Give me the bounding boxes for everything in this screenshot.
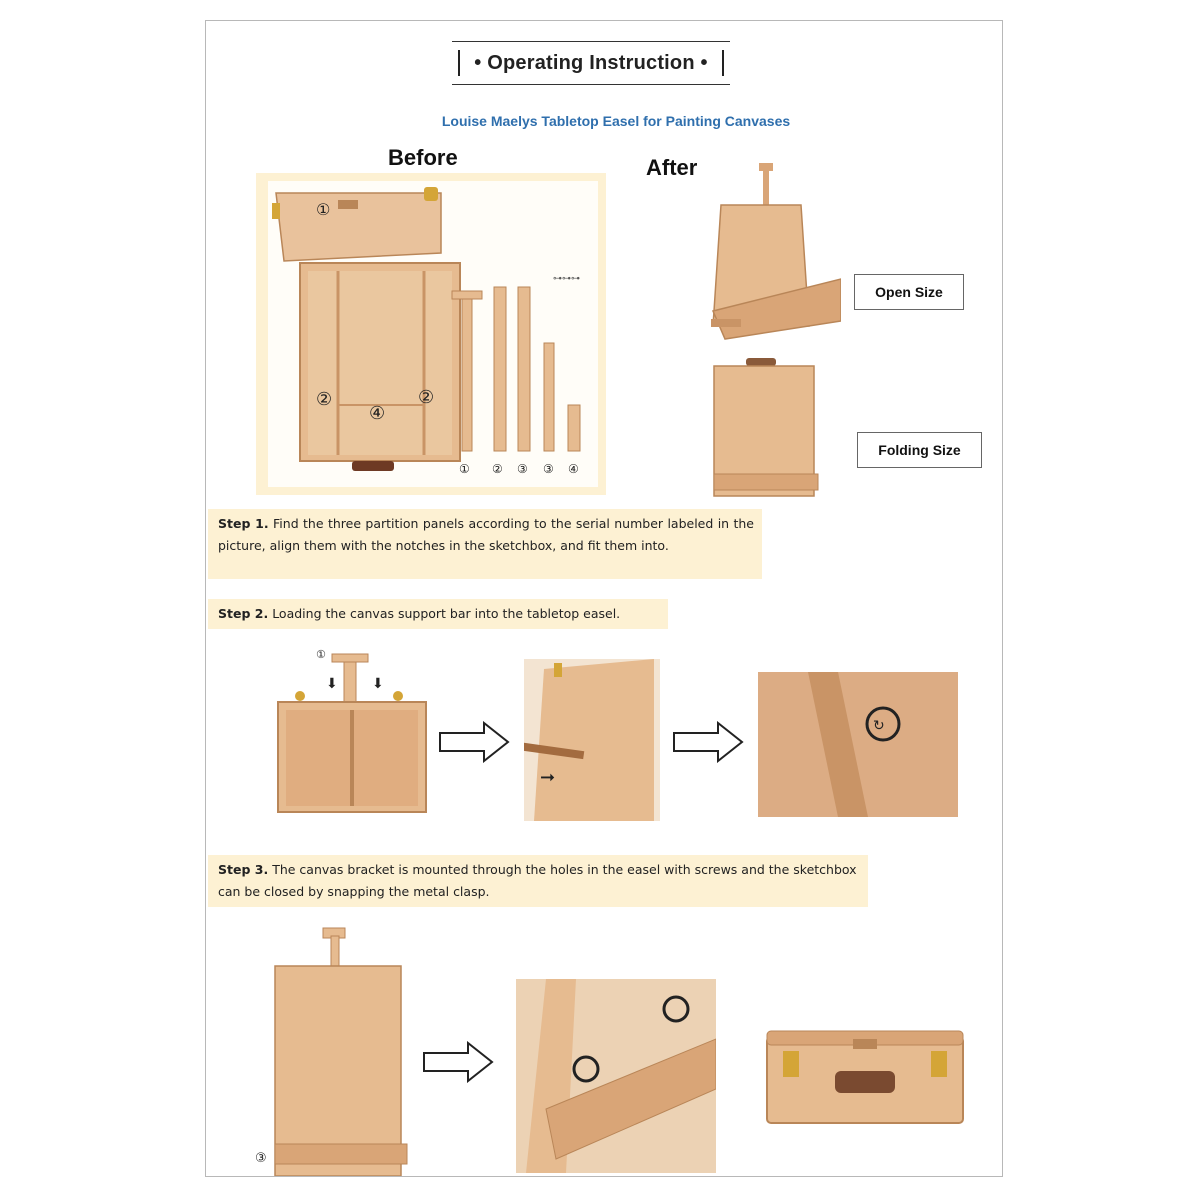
- step-3-screw-illustration: [516, 979, 716, 1173]
- closed-handle: [835, 1071, 895, 1093]
- part-4: [568, 405, 580, 451]
- open-size-label: Open Size: [854, 274, 964, 310]
- part-2: [494, 287, 506, 451]
- part-3: [518, 287, 530, 451]
- step-2-label: Step 2.: [218, 606, 269, 621]
- folded-easel-illustration: [706, 356, 826, 504]
- step-3-label: Step 3.: [218, 862, 269, 877]
- before-panel: [256, 173, 606, 495]
- latch-right: [424, 187, 438, 201]
- latch-left: [272, 203, 280, 219]
- step-2-tighten-illustration: [758, 672, 958, 817]
- step-2-box-illustration: [266, 646, 436, 816]
- arrow-icon-2: [672, 721, 744, 763]
- sketchbox-interior: [308, 271, 452, 455]
- part-number-2: ②: [492, 462, 503, 476]
- after-heading: After: [646, 155, 698, 180]
- step-1-text: Find the three partition panels according to the serial number labeled in the picture, align them with the notches in the sketchbox, and fit them into.: [218, 516, 754, 553]
- part-1-top: [452, 291, 482, 299]
- marker-2-right: ②: [418, 387, 435, 408]
- svg-text:⬇: ⬇: [326, 676, 338, 692]
- clasp-left: [783, 1051, 799, 1077]
- part-number-3: ③: [517, 462, 528, 476]
- page-subtitle: Louise Maelys Tabletop Easel for Painting Canvases: [441, 113, 791, 129]
- carry-handle: [352, 461, 394, 471]
- step-2-text: Loading the canvas support bar into the tabletop easel.: [272, 606, 621, 621]
- step-2-marker: ①: [316, 648, 326, 661]
- clasp-right: [931, 1051, 947, 1077]
- marker-4: ④: [369, 403, 386, 424]
- step-3-box: [208, 855, 868, 907]
- step-3-marker: ③: [255, 1151, 267, 1166]
- page-title: • Operating Instruction •: [474, 51, 708, 74]
- title-left-bar: [458, 50, 460, 76]
- part-number-4: ④: [568, 462, 579, 476]
- svg-text:↻: ↻: [873, 718, 885, 734]
- part-number-1: ①: [459, 462, 470, 476]
- svg-text:⬇: ⬇: [372, 676, 384, 692]
- push-arrow-icon: ➞: [540, 767, 556, 788]
- part-1: [462, 299, 472, 451]
- step-2-insert-illustration: [524, 659, 660, 821]
- arrow-icon-3: [422, 1041, 494, 1083]
- lid-badge: [338, 200, 358, 209]
- title-frame: [452, 41, 730, 85]
- closed-box-illustration: [761, 1011, 971, 1131]
- sketchbox-lid: [276, 193, 441, 261]
- marker-2-left: ②: [316, 389, 333, 410]
- instruction-sheet: [205, 20, 1003, 1177]
- screw-icon: ⊶⊶⊶: [553, 274, 580, 284]
- folding-size-label: Folding Size: [857, 432, 982, 468]
- part-3b: [544, 343, 554, 451]
- step-3-easel-illustration: [251, 926, 421, 1176]
- open-easel-illustration: [691, 161, 841, 351]
- step-1-box: [208, 509, 762, 579]
- before-heading: Before: [388, 145, 458, 170]
- part-number-3b: ③: [543, 462, 554, 476]
- step-1-label: Step 1.: [218, 516, 269, 531]
- arrow-icon: [438, 721, 510, 763]
- before-illustration: [256, 173, 606, 495]
- step-3-text: The canvas bracket is mounted through the holes in the easel with screws and the sketchbox can be closed by snapping the metal clasp.: [218, 862, 857, 899]
- step-2-box: [208, 599, 668, 629]
- marker-1: ①: [316, 200, 331, 219]
- title-right-bar: [722, 50, 724, 76]
